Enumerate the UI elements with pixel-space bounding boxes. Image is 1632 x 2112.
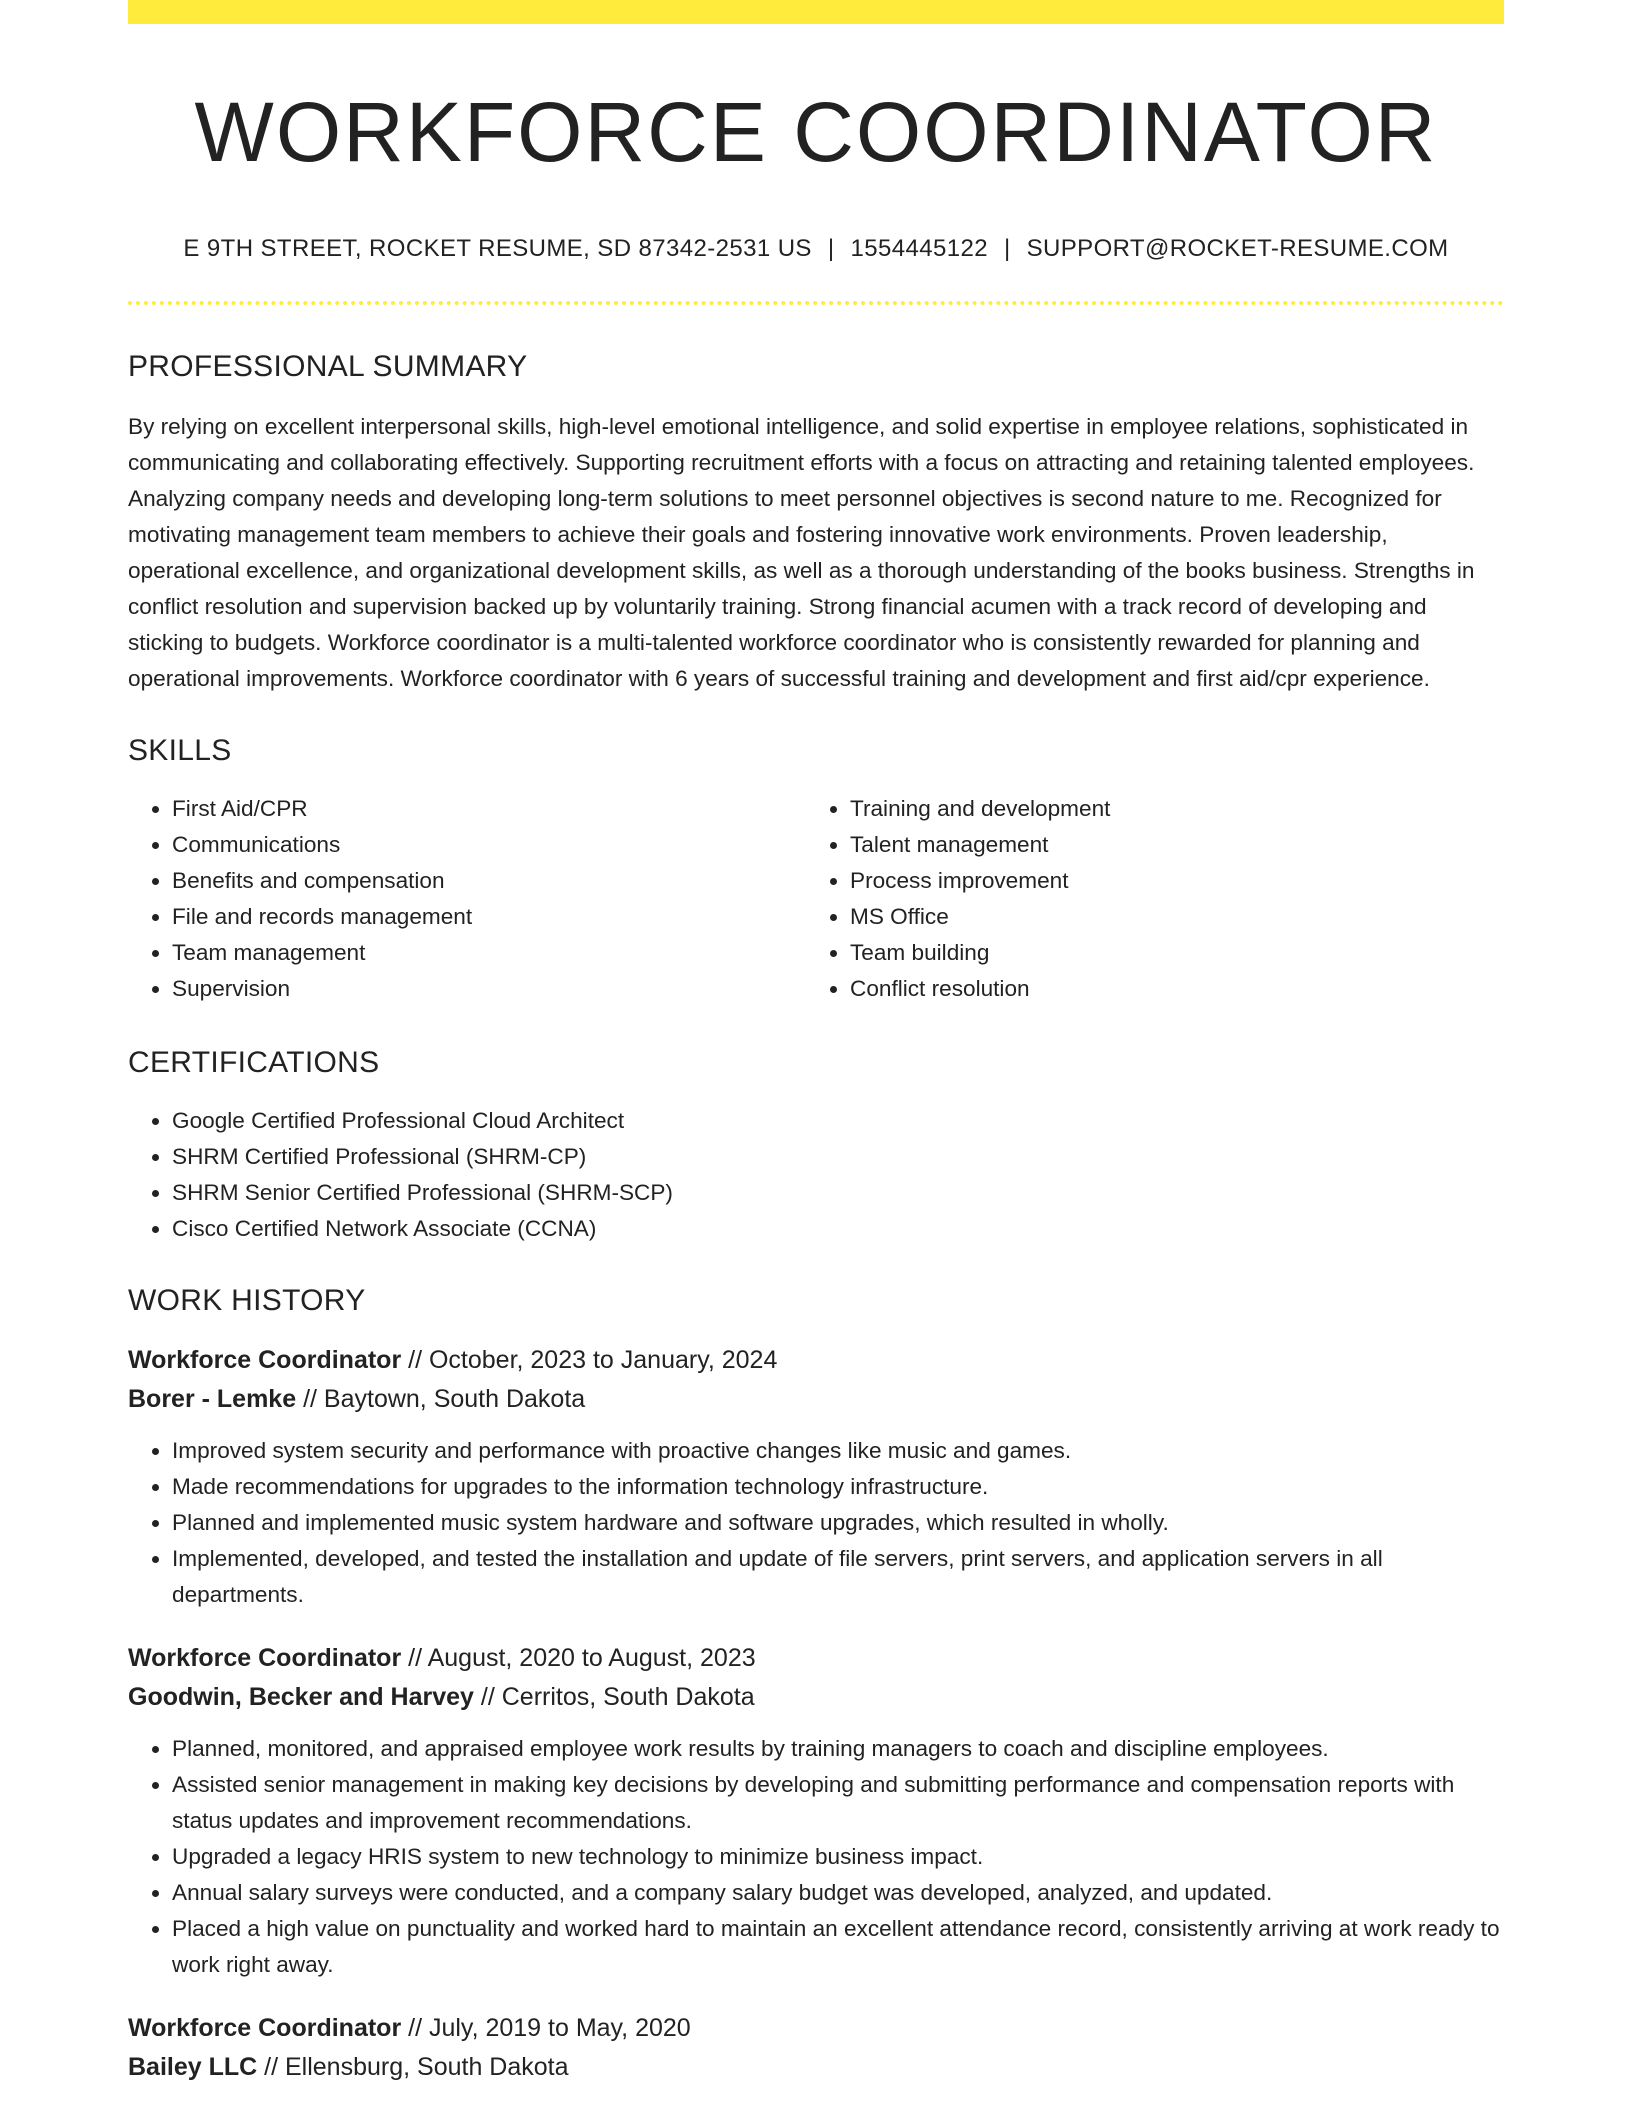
job-bullets	[128, 1433, 1504, 1613]
job-title-line	[128, 2009, 1504, 2048]
contact-separator: |	[827, 234, 835, 262]
accent-top-bar	[128, 0, 1504, 24]
candidate-title: WORKFORCE COORDINATOR	[194, 85, 1438, 179]
job-entry	[128, 1341, 1504, 1613]
certification-item: • SHRM Senior Certified Professional (SHRM-SCP)	[172, 1175, 1504, 1211]
job-dates: // July, 2019 to May, 2020	[408, 2013, 691, 2042]
job-company: Goodwin, Becker and Harvey	[128, 1682, 474, 1711]
dotted-divider	[128, 301, 1504, 305]
skills-columns	[128, 791, 1504, 1007]
certification-item: • Cisco Certified Network Associate (CCNA)	[172, 1211, 1504, 1247]
professional-summary-section	[128, 349, 1504, 697]
contact-email: SUPPORT@ROCKET-RESUME.COM	[1026, 234, 1449, 262]
job-bullet: • Planned and implemented music system hardware and software upgrades, which resulted in wholly.	[172, 1505, 1504, 1541]
job-company: Bailey LLC	[128, 2052, 258, 2081]
job-bullet: • Annual salary surveys were conducted, and a company salary budget was developed, analyzed, and updated.	[172, 1875, 1504, 1911]
job-location: // Cerritos, South Dakota	[480, 1682, 755, 1711]
skill-item: • Process improvement	[850, 863, 1470, 899]
job-bullet: • Upgraded a legacy HRIS system to new technology to minimize business impact.	[172, 1839, 1504, 1875]
contact-separator: |	[1003, 234, 1011, 262]
job-bullet: • Assisted senior management in making key decisions by developing and submitting performance and compensation reports with status updates and improvement recommendations.	[172, 1767, 1504, 1839]
job-bullet: • Improved system security and performance with proactive changes like music and games.	[172, 1433, 1504, 1469]
contact-phone: 1554445122	[850, 234, 988, 262]
job-title-line	[128, 1341, 1504, 1380]
section-heading-certifications: CERTIFICATIONS	[128, 1045, 380, 1079]
job-bullet: • Planned, monitored, and appraised employee work results by training managers to coach and discipline employees.	[172, 1731, 1504, 1767]
skills-left-list	[128, 791, 792, 1007]
section-heading-skills: SKILLS	[128, 733, 232, 767]
job-bullet: • Placed a high value on punctuality and worked hard to maintain an excellent attendance record, consistently arriving at work ready to work right away.	[172, 1911, 1504, 1983]
contact-line	[128, 235, 1504, 263]
job-company-line	[128, 1678, 1504, 1717]
skill-item: • Talent management	[850, 827, 1470, 863]
skill-item: • First Aid/CPR	[172, 791, 792, 827]
job-title-line	[128, 1639, 1504, 1678]
job-title: Workforce Coordinator	[128, 1643, 402, 1672]
job-location: // Ellensburg, South Dakota	[264, 2052, 569, 2081]
skill-item: • File and records management	[172, 899, 792, 935]
job-title: Workforce Coordinator	[128, 1345, 402, 1374]
job-location: // Baytown, South Dakota	[303, 1384, 586, 1413]
skill-item: • Team building	[850, 935, 1470, 971]
resume-content	[128, 24, 1504, 2087]
skill-item: • Conflict resolution	[850, 971, 1470, 1007]
job-entry	[128, 1639, 1504, 1983]
job-company-line	[128, 2048, 1504, 2087]
job-entry	[128, 2009, 1504, 2087]
skill-item: • MS Office	[850, 899, 1470, 935]
job-dates: // August, 2020 to August, 2023	[408, 1643, 756, 1672]
skill-item: • Team management	[172, 935, 792, 971]
job-title: Workforce Coordinator	[128, 2013, 402, 2042]
skill-item: • Communications	[172, 827, 792, 863]
job-company-line	[128, 1380, 1504, 1419]
section-heading-work: WORK HISTORY	[128, 1283, 366, 1317]
skill-item: • Training and development	[850, 791, 1470, 827]
certifications-section	[128, 1045, 1504, 1247]
skills-section	[128, 733, 1504, 1007]
job-dates: // October, 2023 to January, 2024	[408, 1345, 778, 1374]
certification-item: • Google Certified Professional Cloud Architect	[172, 1103, 1504, 1139]
contact-address: E 9TH STREET, ROCKET RESUME, SD 87342-2531 US	[183, 234, 812, 262]
job-bullets	[128, 1731, 1504, 1983]
section-heading-summary: PROFESSIONAL SUMMARY	[128, 349, 528, 383]
job-bullet: • Made recommendations for upgrades to the information technology infrastructure.	[172, 1469, 1504, 1505]
certifications-list	[128, 1103, 1504, 1247]
skills-right-list	[806, 791, 1470, 1007]
skill-item: • Supervision	[172, 971, 792, 1007]
job-company: Borer - Lemke	[128, 1384, 297, 1413]
work-history-section	[128, 1283, 1504, 2087]
job-bullet: • Implemented, developed, and tested the installation and update of file servers, print servers, and application servers in all departments.	[172, 1541, 1504, 1613]
summary-text: By relying on excellent interpersonal skills, high-level emotional intelligence, and solid expertise in employee relations, sophisticated in communicating and collaborating effectively. Supporting recruitment efforts with a focus on attracting and retaining talented employees. Analyzing company needs and developing long-term solutions to meet personnel objectives is second nature to me. Recognized for motivating management team members to achieve their goals and fostering innovative work environments. Proven leadership, operational excellence, and organizational development skills, as well as a thorough understanding of the books business. Strengths in conflict resolution and supervision backed up by voluntarily training. Strong financial acumen with a track record of developing and sticking to budgets. Workforce coordinator is a multi-talented workforce coordinator who is consistently rewarded for planning and operational improvements. Workforce coordinator with 6 years of successful training and development and first aid/cpr experience.	[128, 413, 1475, 691]
certification-item: • SHRM Certified Professional (SHRM-CP)	[172, 1139, 1504, 1175]
skill-item: • Benefits and compensation	[172, 863, 792, 899]
